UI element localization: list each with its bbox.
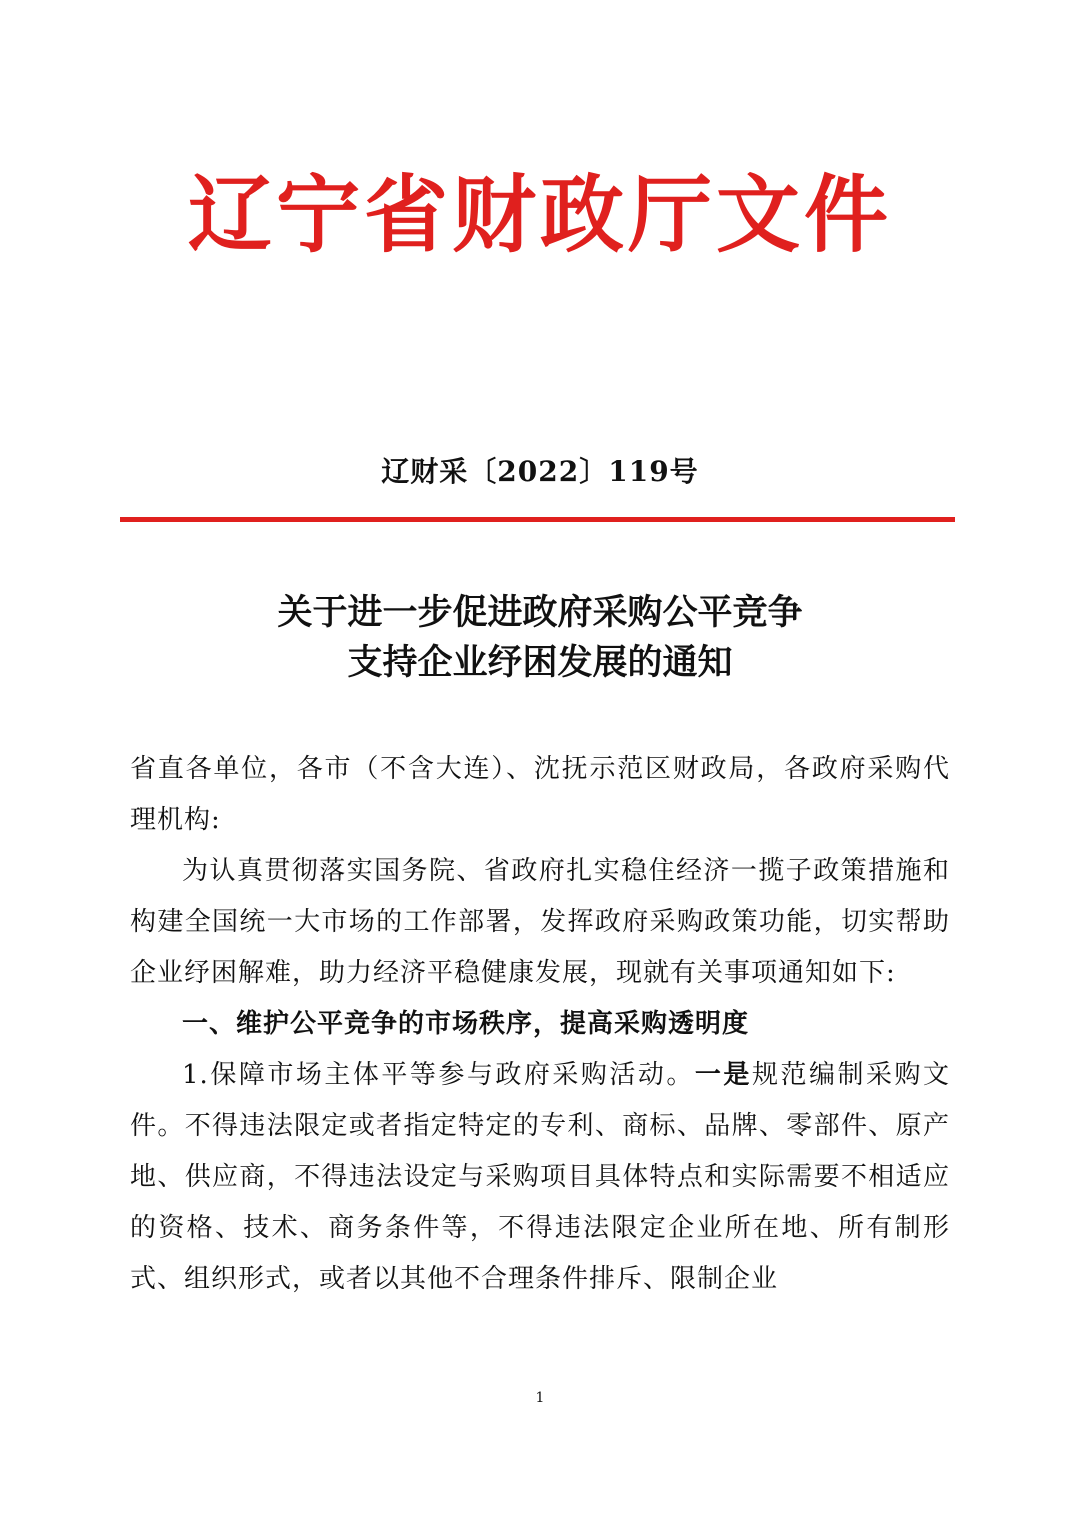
notice-title: [0, 588, 1080, 688]
red-divider-line: [120, 517, 955, 522]
item-1-bold-lead: 一是: [694, 1060, 752, 1090]
notice-title-line-2: 支持企业纾困发展的通知: [347, 643, 733, 683]
item-1-text: 规范编制采购文件。不得违法限定或者指定特定的专利、商标、品牌、零部件、原产地、供应商，不得违法设定与采购项目具体特点和实际需要不相适应的资格、技术、商务条件等，不得违法限定企业所在地、所有制形式、组织形式，或者以其他不合理条件排斥、限制企业: [130, 1060, 950, 1294]
page-number: 1: [535, 1390, 545, 1406]
section-1-heading: 一、维护公平竞争的市场秩序，提高采购透明度: [182, 1009, 750, 1039]
notice-title-line-1: 关于进一步促进政府采购公平竞争: [277, 593, 803, 633]
masthead-title: 辽宁省财政厅文件: [187, 166, 892, 264]
addressee: 省直各单位，各市（不含大连）、沈抚示范区财政局，各政府采购代理机构:: [130, 754, 950, 835]
document-number: 辽财采〔2022〕119号: [381, 455, 699, 488]
document-body: [130, 744, 950, 1305]
intro-paragraph: 为认真贯彻落实国务院、省政府扎实稳住经济一揽子政策措施和构建全国统一大市场的工作部署，发挥政府采购政策功能，切实帮助企业纾困解难，助力经济平稳健康发展，现就有关事项通知如下:: [130, 856, 950, 988]
item-1-paragraph: [130, 1050, 950, 1305]
item-1-prefix: 1.保障市场主体平等参与政府采购活动。: [182, 1060, 695, 1090]
